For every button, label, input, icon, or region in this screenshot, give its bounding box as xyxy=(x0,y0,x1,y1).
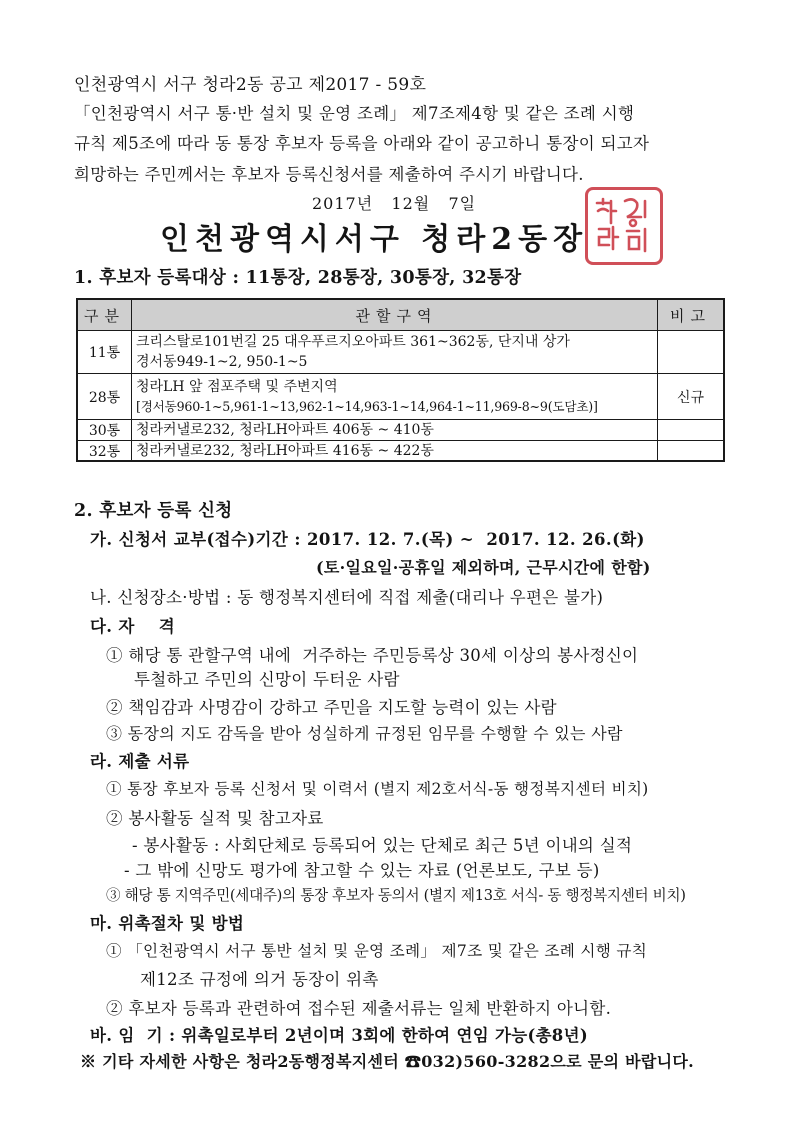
intro-line: 규칙 제5조에 따라 동 통장 후보자 등록을 아래와 같이 공고하니 통장이 되고자 xyxy=(74,134,650,153)
documents-heading: 라. 제출 서류 xyxy=(90,752,190,771)
column-header-note: 비고 xyxy=(670,306,711,325)
area-line: 청라커낼로232, 청라LH아파트 406동 ~ 410동 xyxy=(136,422,434,438)
area-line: 청라커낼로232, 청라LH아파트 416동 ~ 422동 xyxy=(136,442,434,459)
issuer-title: 인천광역시서구 청라2동장 xyxy=(160,222,589,257)
document-subitem: - 그 밖에 신망도 평가에 참고할 수 있는 자료 (언론보도, 구보 등) xyxy=(124,861,600,880)
notice-number: 인천광역시 서구 청라2동 공고 제2017 - 59호 xyxy=(74,75,427,95)
area-line: [경서동960-1~5,961-1~13,962-1~14,963-1~14,964-1~11,969-8~9(도담초)] xyxy=(136,398,598,414)
area-cell xyxy=(132,441,658,460)
unit-cell: 28통 xyxy=(78,374,132,419)
procedure-item: 제12조 규정에 의거 동장이 위촉 xyxy=(140,970,379,989)
procedure-heading: 마. 위촉절차 및 방법 xyxy=(90,914,245,933)
registration-targets-table xyxy=(76,298,725,462)
seal-stamp-icon xyxy=(589,191,659,261)
procedure-item: ② 후보자 등록과 관련하여 접수된 제출서류는 일체 반환하지 아니함. xyxy=(106,999,612,1018)
unit-cell: 30통 xyxy=(78,420,132,440)
application-place: 나. 신청장소·방법 : 동 행정복지센터에 직접 제출(대리나 우편은 불가) xyxy=(90,588,604,607)
notice-date: 2017년 12월 7일 xyxy=(312,194,477,213)
note-cell xyxy=(658,420,723,440)
qualification-heading: 다. 자 격 xyxy=(90,617,175,636)
period-note: (토·일요일·공휴일 제외하며, 근무시간에 한함) xyxy=(316,558,651,577)
area-cell xyxy=(132,374,658,419)
area-line: 청라LH 앞 점포주택 및 주변지역 xyxy=(136,378,338,395)
note-cell xyxy=(658,331,723,373)
table-row xyxy=(78,374,723,420)
qualification-item: ② 책임감과 사명감이 강하고 주민을 지도할 능력이 있는 사람 xyxy=(106,698,557,717)
table-header-row xyxy=(78,300,723,331)
table-row xyxy=(78,331,723,374)
table-row xyxy=(78,420,723,441)
unit-cell: 11통 xyxy=(78,331,132,373)
section-heading-targets: 1. 후보자 등록대상 : 11통장, 28통장, 30통장, 32통장 xyxy=(74,268,522,288)
area-cell xyxy=(132,331,658,373)
document-subitem: - 봉사활동 : 사회단체로 등록되어 있는 단체로 최근 5년 이내의 실적 xyxy=(132,836,633,855)
qualification-item: ③ 동장의 지도 감독을 받아 성실하게 규정된 임무를 수행할 수 있는 사람 xyxy=(106,724,623,743)
intro-line: 「인천광역시 서구 통·반 설치 및 운영 조례」 제7조제4항 및 같은 조례 시행 xyxy=(74,104,635,123)
document-item: ② 봉사활동 실적 및 참고자료 xyxy=(106,809,324,828)
column-header-area: 관할구역 xyxy=(132,300,658,330)
document-item: ③ 해당 통 지역주민(세대주)의 통장 후보자 동의서 (별지 제13호 서식- 동 행정복지센터 비치) xyxy=(106,887,686,904)
procedure-item: ① 「인천광역시 서구 통반 설치 및 운영 조례」 제7조 및 같은 조례 시행 규칙 xyxy=(106,942,648,960)
term-of-office: 바. 임 기 : 위촉일로부터 2년이며 3회에 한하여 연임 가능(총8년) xyxy=(90,1026,588,1045)
note-cell: 신규 xyxy=(676,389,705,406)
qualification-item: ① 해당 통 관할구역 내에 거주하는 주민등록상 30세 이상의 봉사정신이 xyxy=(106,646,639,665)
area-line: 크리스탈로101번길 25 대우푸르지오아파트 361~362동, 단지내 상가 xyxy=(136,334,570,350)
intro-line: 희망하는 주민께서는 후보자 등록신청서를 제출하여 주시기 바랍니다. xyxy=(74,165,584,184)
area-cell xyxy=(132,420,658,440)
qualification-item: 투철하고 주민의 신망이 두터운 사람 xyxy=(134,670,400,689)
contact-footnote: ※ 기타 자세한 사항은 청라2동행정복지센터 ☎032)560-3282으로 문의 바랍니다. xyxy=(80,1052,695,1071)
document-item: ① 통장 후보자 등록 신청서 및 이력서 (별지 제2호서식-동 행정복지센터 비치) xyxy=(106,780,649,798)
column-header-unit: 구분 xyxy=(78,300,132,330)
table-row xyxy=(78,441,723,460)
note-cell xyxy=(658,441,723,460)
section-heading-application: 2. 후보자 등록 신청 xyxy=(74,501,233,521)
area-line: 경서동949-1~2, 950-1~5 xyxy=(136,354,308,370)
official-seal xyxy=(585,187,663,265)
application-period: 가. 신청서 교부(접수)기간 : 2017. 12. 7.(목) ~ 2017. 12. 26.(화) xyxy=(90,530,645,549)
unit-cell: 32통 xyxy=(78,441,132,460)
